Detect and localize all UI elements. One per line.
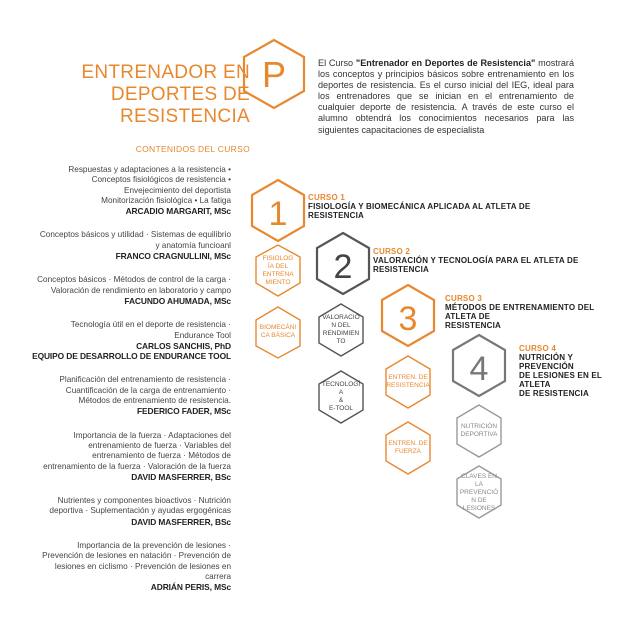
intro-course-name: "Entrenador en Deportes de Resistencia"	[355, 58, 536, 68]
module-c3a-text: ENTREN. DE RESISTENCIA	[386, 374, 430, 389]
instructor-name: DAVID MASFERRER, BSc	[131, 471, 231, 482]
course-4-hexagon	[453, 335, 505, 396]
topic-line: Valoración de rendimiento en laboratorio y campo	[50, 285, 231, 295]
course-4-label: CURSO 4 NUTRICIÓN Y PREVENCIÓN DE LESIONES EN EL ATLETA DE RESISTENCIA	[519, 344, 602, 398]
module-c4a-text: NUTRICIÓN DEPORTIVA	[460, 423, 498, 438]
topic-line: entrenamiento de fuerza · Métodos de	[92, 451, 231, 461]
topic-line: Respuestas y adaptaciones a la resistencia •	[68, 165, 231, 174]
course-2-hexagon	[317, 233, 369, 294]
topic-line: Métodos de entrenamiento de resistencia.	[78, 396, 231, 406]
instructor-name: CARLOS SANCHIS, PhD	[136, 340, 231, 351]
title-line: RESISTENCIA	[120, 106, 250, 127]
course-2-label: CURSO 2 VALORACIÓN Y TECNOLOGÍA PARA EL ATLETA DE RESISTENCIA	[373, 247, 579, 274]
svg-text:2: 2	[333, 248, 353, 286]
topic-line: Monitorización fisiológica • La fatiga	[101, 195, 231, 205]
title-line: ENTRENADOR EN	[81, 62, 250, 83]
topic-line: Conceptos básicos · Métodos de control de la carga ·	[37, 275, 231, 285]
topic-line: lesiones en ciclismo · Prevención de lesiones en	[54, 561, 231, 571]
instructor-name: FACUNDO AHUMADA, MSc	[124, 295, 231, 306]
svg-text:3: 3	[398, 300, 418, 338]
course-3-hexagon	[382, 285, 434, 346]
title-line: DEPORTES DE	[110, 84, 250, 105]
topic-line: Endurance Tool	[174, 330, 231, 340]
intro-prefix: El Curso	[318, 58, 356, 68]
topic-line: carrera	[205, 571, 231, 581]
instructor-name: EQUIPO DE DESARROLLO DE ENDURANCE TOOL	[32, 351, 231, 362]
topic-line: y anatomía funcioanl	[155, 240, 231, 250]
instructor-name: ADRIÁN PERIS, MSc	[150, 582, 231, 593]
instructor-name: FEDERICO FADER, MSc	[137, 406, 231, 417]
logo-letter: P	[261, 54, 287, 95]
module-c2a-text: VALORACIÓ N DEL RENDIMIEN TO	[322, 314, 360, 345]
topic-line: Nutrientes y componentes bioactivos · Nutrición	[57, 496, 231, 506]
contents-heading: CONTENIDOS DEL CURSO	[135, 144, 250, 154]
topic-line: Tecnología útil en el deporte de resistencia ·	[70, 320, 231, 330]
instructor-name: FRANCO CRAGNULLINI, MSc	[115, 251, 231, 262]
svg-text:4: 4	[469, 350, 489, 388]
instructor-name: DAVID MASFERRER, BSc	[131, 516, 231, 527]
topic-line: Conceptos básicos y utilidad · Sistemas de equilibrio	[39, 230, 231, 240]
topic-line: Prevención de lesiones en natación · Prevención de	[42, 551, 231, 561]
svg-text:1: 1	[268, 195, 288, 233]
module-c2b-text: TECNOLOGÍ A & E-TOOL	[321, 381, 361, 412]
course-1-label: CURSO 1 FISIOLOGÍA Y BIOMECÁNICA APLICADA AL ATLETA DE RESISTENCIA	[308, 193, 531, 220]
course-3-label: CURSO 3 MÉTODOS DE ENTRENAMIENTO DEL ATLETA DE RESISTENCIA	[445, 294, 595, 330]
logo-hexagon	[244, 40, 304, 108]
topic-line: deportiva · Suplementación y ayudas ergogénicas	[49, 506, 231, 516]
topic-line: entrenamiento de fuerza · Variables del	[88, 440, 231, 450]
module-c4b-text: CLAVES EN LA PREVENCIÓ N DE LESIONES	[459, 473, 499, 512]
topic-line: Conceptos fisiológicos de resistencia •	[91, 175, 231, 185]
course-1-hexagon	[252, 180, 304, 241]
topic-line: entrenamiento de la fuerza · Valoración de la fuerza	[43, 461, 231, 471]
module-c1b-text: BIOMECÁNI CA BÁSICA	[259, 324, 297, 339]
module-c3b-text: ENTREN. DE FUERZA	[388, 440, 428, 455]
instructor-name: ARCADIO MARGARIT, MSc	[125, 206, 231, 217]
topic-line: Envejecimiento del deportista	[124, 185, 231, 195]
topic-line: Importancia de la prevención de lesiones ·	[77, 541, 231, 551]
topic-line: Planificación del entrenamiento de resistencia ·	[59, 375, 231, 385]
intro-body: mostrará los conceptos y principios básicos sobre entrenamiento en los deportes de resistencia. Es el curso inicial del IEG, ideal para los entrenadores que se inician en el entrenamiento de cualquier deporte de resistencia. A través de este curso el alumno obtendrá los conocimientos necesarios para las siguientes capacitaciones de especialista	[318, 58, 574, 135]
topic-line: Importancia de la fuerza · Adaptaciones del	[73, 430, 231, 440]
topic-line: Cuantificación de la carga de entrenamiento ·	[65, 385, 231, 395]
module-c1a-text: FISIOLOG ÍA DEL ENTRENA MIENTO	[262, 255, 294, 286]
